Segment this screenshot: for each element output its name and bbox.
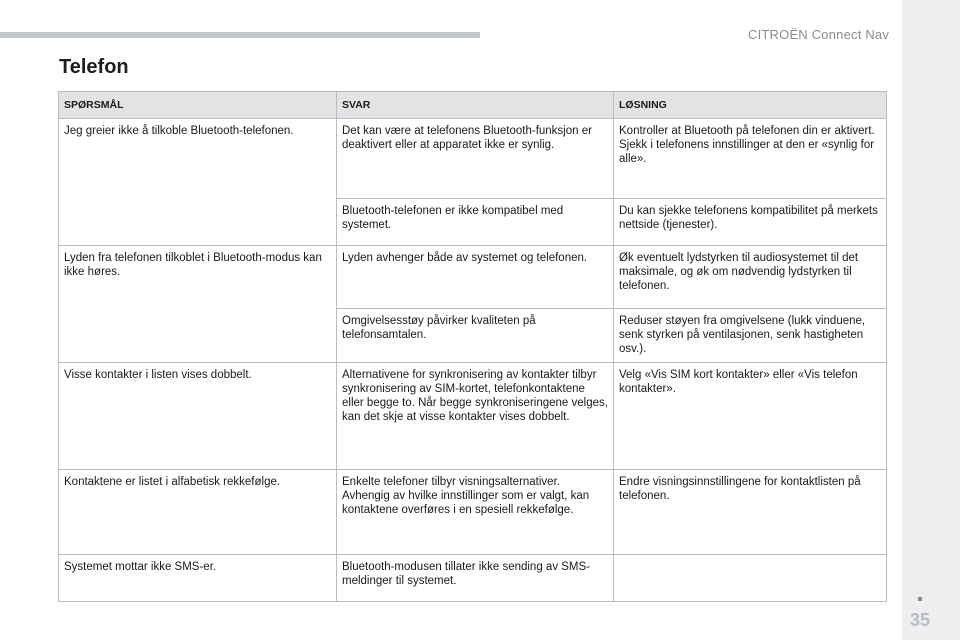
table-row: [59, 555, 887, 602]
solution-cell: [614, 119, 887, 199]
brand-label: CITROËN Connect Nav: [748, 27, 890, 42]
question-cell: Systemet mottar ikke SMS-er.: [59, 555, 337, 602]
question-cell: Jeg greier ikke å tilkoble Bluetooth-telefonen.: [59, 119, 337, 246]
solution-cell: Reduser støyen fra omgivelsene (lukk vinduene, senk styrken på ventilasjonen, senk hastigheten osv.).: [614, 309, 887, 363]
answer-cell: Alternativene for synkronisering av kontakter tilbyr synkronisering av SIM-kortet, telefonkontaktene eller begge to. Når begge synkroniseringene velges, kan det skje at visse kontakter vises dobbelt.: [337, 363, 614, 470]
solution-cell: Endre visningsinnstillingene for kontaktlisten på telefonen.: [614, 470, 887, 555]
column-header-question: SPØRSMÅL: [59, 92, 337, 119]
answer-cell: Omgivelsesstøy påvirker kvaliteten på telefonsamtalen.: [337, 309, 614, 363]
answer-cell: Lyden avhenger både av systemet og telefonen.: [337, 246, 614, 309]
column-header-answer: SVAR: [337, 92, 614, 119]
question-cell: Visse kontakter i listen vises dobbelt.: [59, 363, 337, 470]
column-header-solution: LØSNING: [614, 92, 887, 119]
header-rule: [0, 32, 480, 38]
answer-cell: Bluetooth-telefonen er ikke kompatibel med systemet.: [337, 199, 614, 246]
table-row: [59, 363, 887, 470]
question-cell: Lyden fra telefonen tilkoblet i Bluetooth-modus kan ikke høres.: [59, 246, 337, 363]
solution-cell: Øk eventuelt lydstyrken til audiosystemet til det maksimale, og øk om nødvendig lydstyrken til telefonen.: [614, 246, 887, 309]
table-row: [59, 119, 887, 199]
faq-table: [58, 91, 887, 602]
table-header-row: [59, 92, 887, 119]
page-number: 35: [910, 610, 931, 630]
table-row: [59, 470, 887, 555]
table-row: [59, 246, 887, 309]
side-strip: [902, 0, 960, 640]
answer-cell: Bluetooth-modusen tillater ikke sending av SMS-meldinger til systemet.: [337, 555, 614, 602]
answer-cell: Enkelte telefoner tilbyr visningsalternativer. Avhengig av hvilke innstillinger som er valgt, kan kontaktene overføres i en spesiell rekkefølge.: [337, 470, 614, 555]
solution-line: Sjekk i telefonens innstillinger at den er «synlig for alle».: [619, 139, 875, 165]
solution-cell: [614, 555, 887, 602]
question-cell: Kontaktene er listet i alfabetisk rekkefølge.: [59, 470, 337, 555]
solution-cell: Du kan sjekke telefonens kompatibilitet på merkets nettside (tjenester).: [614, 199, 887, 246]
solution-cell: Velg «Vis SIM kort kontakter» eller «Vis telefon kontakter».: [614, 363, 887, 470]
solution-line: Kontroller at Bluetooth på telefonen din er aktivert.: [619, 125, 875, 137]
bullet-icon: [918, 597, 922, 601]
answer-cell: Det kan være at telefonens Bluetooth-funksjon er deaktivert eller at apparatet ikke er synlig.: [337, 119, 614, 199]
page-title: Telefon: [59, 56, 129, 78]
